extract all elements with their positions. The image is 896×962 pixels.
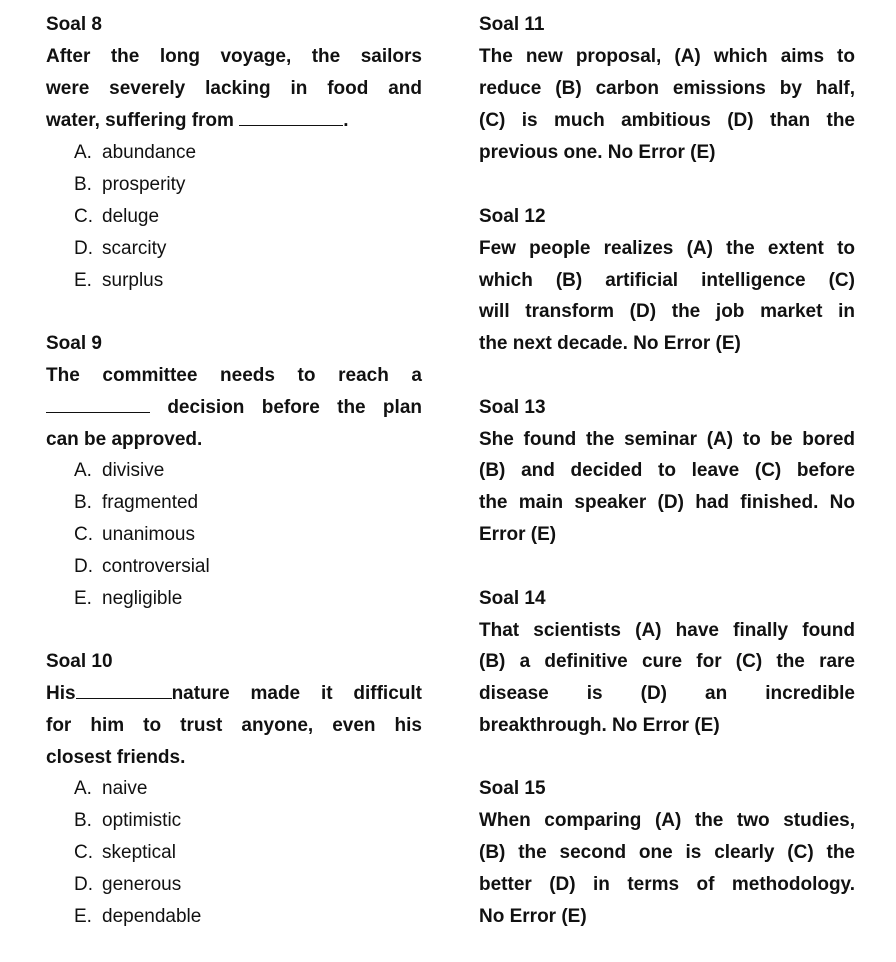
soal-9-question-line-3: can be approved. xyxy=(46,429,203,450)
soal-12-line-1: Few people realizes (A) the extent to xyxy=(479,238,855,259)
soal-9-blank xyxy=(46,392,150,413)
soal-14-line-1: That scientists (A) have finally found xyxy=(479,620,855,641)
soal-8-option-d[interactable] xyxy=(74,233,166,265)
soal-14-line-3: disease is (D) an incredible xyxy=(479,683,855,704)
soal-12-line-2: which (B) artificial intelligence (C) xyxy=(479,270,855,291)
option-letter: D. xyxy=(74,238,93,259)
option-text: controversial xyxy=(102,556,210,577)
soal-10-option-d[interactable] xyxy=(74,869,181,901)
soal-13-title: Soal 13 xyxy=(479,397,546,418)
soal-9-option-d[interactable] xyxy=(74,551,210,583)
soal-9-option-b[interactable] xyxy=(74,487,198,519)
option-text: skeptical xyxy=(102,842,176,863)
option-letter: C. xyxy=(74,206,93,227)
option-letter: B. xyxy=(74,492,92,513)
option-text: divisive xyxy=(102,460,165,481)
soal-10-question-line-2: for him to trust anyone, even his xyxy=(46,715,422,736)
soal-10-title: Soal 10 xyxy=(46,651,113,672)
soal-8-option-c[interactable] xyxy=(74,201,159,233)
soal-11-line-3: (C) is much ambitious (D) than the xyxy=(479,110,855,131)
soal-15-line-4: No Error (E) xyxy=(479,906,587,927)
soal-13-line-3: the main speaker (D) had finished. No xyxy=(479,492,855,513)
soal-9-question-line-1: The committee needs to reach a xyxy=(46,365,422,386)
soal-9-option-c[interactable] xyxy=(74,519,195,551)
soal-8-option-e[interactable] xyxy=(74,265,163,297)
option-text: abundance xyxy=(102,142,197,163)
option-letter: A. xyxy=(74,142,92,163)
soal-9-option-e[interactable] xyxy=(74,583,182,615)
soal-10-option-c[interactable] xyxy=(74,837,176,869)
option-text: fragmented xyxy=(102,492,199,513)
option-text: naive xyxy=(102,778,148,799)
option-text: prosperity xyxy=(102,174,186,195)
soal-14-line-2: (B) a definitive cure for (C) the rare xyxy=(479,651,855,672)
option-letter: C. xyxy=(74,842,93,863)
option-letter: D. xyxy=(74,874,93,895)
option-letter: B. xyxy=(74,174,92,195)
soal-11-title: Soal 11 xyxy=(479,14,545,35)
option-text: generous xyxy=(102,874,182,895)
soal-12-title: Soal 12 xyxy=(479,206,546,227)
option-text: unanimous xyxy=(102,524,195,545)
soal-8-blank xyxy=(239,105,343,126)
soal-8-option-a[interactable] xyxy=(74,137,196,169)
option-text: dependable xyxy=(102,906,202,927)
soal-13-line-2: (B) and decided to leave (C) before xyxy=(479,460,855,481)
soal-8-title: Soal 8 xyxy=(46,14,102,35)
soal-13-line-4: Error (E) xyxy=(479,524,557,545)
soal-10-question-post: nature made it difficult xyxy=(171,683,422,704)
option-text: surplus xyxy=(102,270,164,291)
soal-10-option-e[interactable] xyxy=(74,901,201,933)
soal-8-question-line-2: were severely lacking in food and xyxy=(46,78,422,99)
option-text: optimistic xyxy=(102,810,182,831)
soal-14-title: Soal 14 xyxy=(479,588,546,609)
soal-9-question-line-2 xyxy=(46,392,422,424)
soal-15-line-3: better (D) in terms of methodology. xyxy=(479,874,855,895)
option-letter: E. xyxy=(74,270,92,291)
option-letter: A. xyxy=(74,460,92,481)
soal-8-option-b[interactable] xyxy=(74,169,185,201)
soal-12-line-3: will transform (D) the job market in xyxy=(479,301,855,322)
soal-15-title: Soal 15 xyxy=(479,778,546,799)
soal-12-line-4: the next decade. No Error (E) xyxy=(479,333,741,354)
soal-9-question-post: decision before the plan xyxy=(167,397,422,418)
option-letter: C. xyxy=(74,524,93,545)
option-letter: E. xyxy=(74,588,92,609)
soal-13-line-1: She found the seminar (A) to be bored xyxy=(479,429,855,450)
soal-11-line-2: reduce (B) carbon emissions by half, xyxy=(479,78,855,99)
soal-10-question-pre: His xyxy=(46,683,76,704)
soal-10-blank xyxy=(76,678,172,699)
soal-11-line-1: The new proposal, (A) which aims to xyxy=(479,46,855,67)
soal-10-option-a[interactable] xyxy=(74,773,147,805)
soal-14-line-4: breakthrough. No Error (E) xyxy=(479,715,720,736)
soal-8-question-pre: water, suffering from xyxy=(46,110,234,131)
option-letter: E. xyxy=(74,906,92,927)
option-letter: A. xyxy=(74,778,92,799)
soal-10-option-b[interactable] xyxy=(74,805,181,837)
soal-10-question-line-1 xyxy=(46,678,422,710)
option-letter: D. xyxy=(74,556,93,577)
option-letter: B. xyxy=(74,810,92,831)
soal-8-question-post: . xyxy=(343,110,349,131)
option-text: negligible xyxy=(102,588,183,609)
soal-9-title: Soal 9 xyxy=(46,333,102,354)
soal-11-line-4: previous one. No Error (E) xyxy=(479,142,716,163)
soal-15-line-1: When comparing (A) the two studies, xyxy=(479,810,855,831)
option-text: deluge xyxy=(102,206,160,227)
soal-15-line-2: (B) the second one is clearly (C) the xyxy=(479,842,855,863)
soal-9-option-a[interactable] xyxy=(74,455,164,487)
option-text: scarcity xyxy=(102,238,167,259)
soal-10-question-line-3: closest friends. xyxy=(46,747,186,768)
soal-8-question-line-1: After the long voyage, the sailors xyxy=(46,46,422,67)
soal-8-question-line-3 xyxy=(46,105,348,137)
